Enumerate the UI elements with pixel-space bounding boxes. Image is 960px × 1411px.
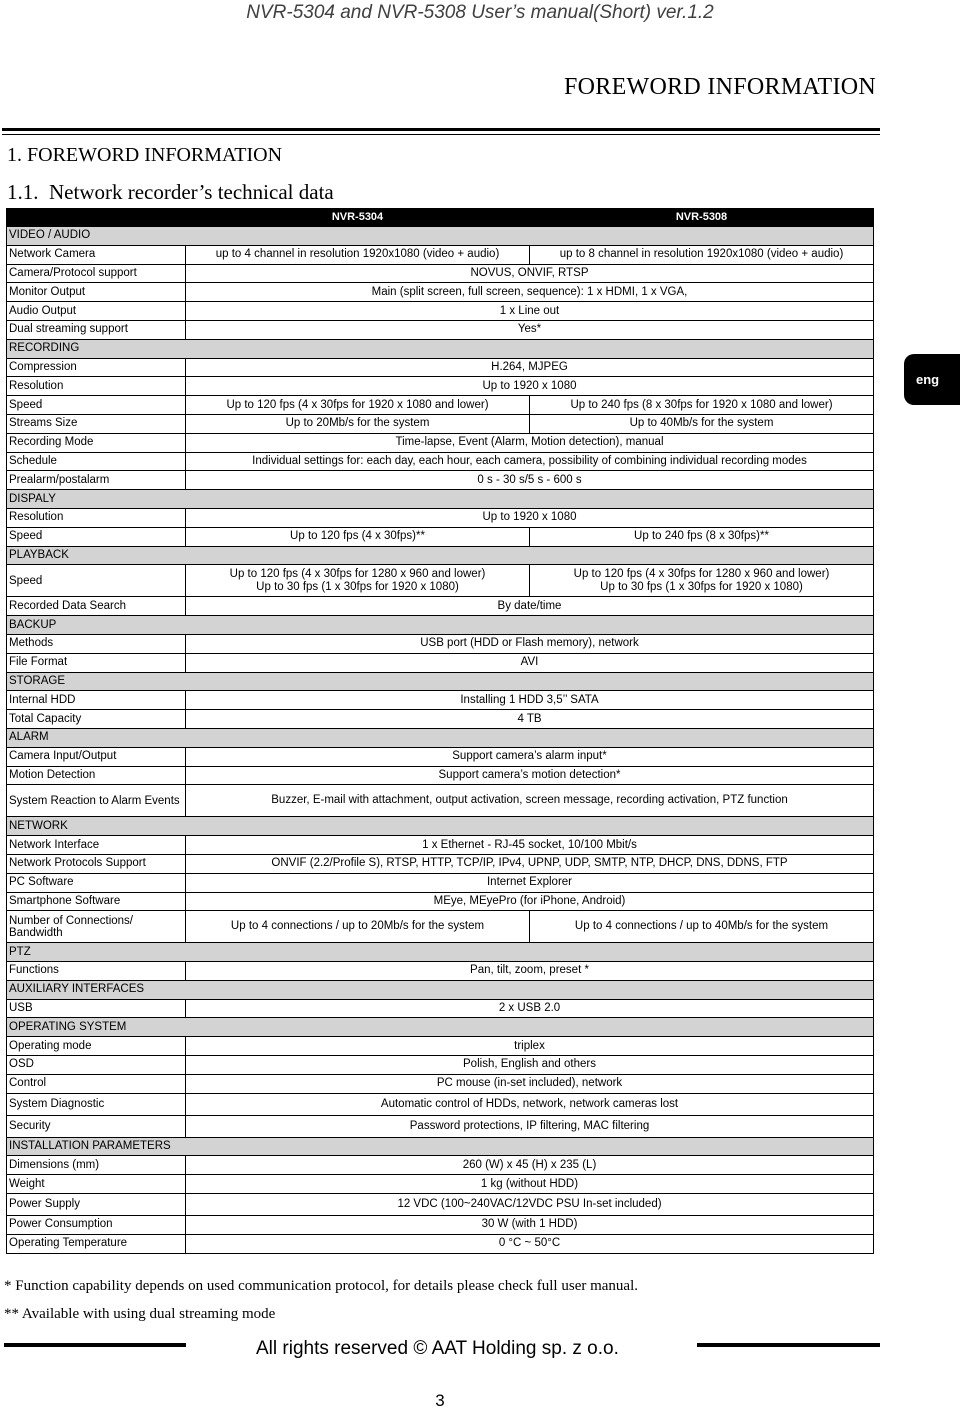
table-row	[7, 747, 874, 766]
table-row	[7, 653, 874, 672]
spec-label: Network Interface	[7, 836, 186, 855]
spec-value-shared: By date/time	[186, 597, 874, 616]
table-row	[7, 245, 874, 264]
section-row	[7, 672, 874, 691]
manual-title: NVR-5304 and NVR-5308 User’s manual(Short) ver.1.2	[246, 2, 714, 23]
spec-label: Total Capacity	[7, 710, 186, 729]
spec-value-nvr-5308: Up to 240 fps (8 x 30fps)**	[530, 527, 874, 546]
spec-value-nvr-5308: Up to 40Mb/s for the system	[530, 414, 874, 433]
spec-label: File Format	[7, 653, 186, 672]
table-row	[7, 452, 874, 471]
technical-data-table	[6, 208, 874, 1254]
table-row	[7, 433, 874, 452]
spec-value-shared: 1 x Line out	[186, 302, 874, 321]
spec-label: Speed	[7, 527, 186, 546]
spec-value-shared: 260 (W) x 45 (H) x 235 (L)	[186, 1156, 874, 1175]
subsection-heading: 1.1. Network recorder’s technical data	[7, 180, 334, 204]
spec-value-shared: MEye, MEyePro (for iPhone, Android)	[186, 892, 874, 911]
spec-value-shared: triplex	[186, 1037, 874, 1056]
table-row	[7, 302, 874, 321]
section-heading: ALARM	[7, 728, 874, 747]
table-row	[7, 414, 874, 433]
section-heading: DISPALY	[7, 490, 874, 509]
spec-value-nvr-5304: Up to 120 fps (4 x 30fps for 1920 x 1080 and lower)	[186, 396, 530, 415]
spec-value-nvr-5304: Up to 120 fps (4 x 30fps)**	[186, 527, 530, 546]
table-row	[7, 1216, 874, 1235]
table-row	[7, 565, 874, 597]
table-row	[7, 527, 874, 546]
spec-label: Recording Mode	[7, 433, 186, 452]
spec-value-shared: 30 W (with 1 HDD)	[186, 1216, 874, 1235]
footer-bar-left	[4, 1343, 186, 1347]
spec-label: Speed	[7, 396, 186, 415]
table-row	[7, 1037, 874, 1056]
spec-label: USB	[7, 999, 186, 1018]
spec-label: Resolution	[7, 508, 186, 527]
section-title: FOREWORD INFORMATION	[563, 74, 876, 100]
table-row	[7, 785, 874, 817]
spec-label: Power Supply	[7, 1194, 186, 1216]
footnote-dual-streaming: ** Available with using dual streaming mode	[4, 1306, 276, 1322]
spec-label: Resolution	[7, 377, 186, 396]
table-row	[7, 597, 874, 616]
spec-value-nvr-5308: up to 8 channel in resolution 1920x1080 (video + audio)	[530, 245, 874, 264]
table-row	[7, 634, 874, 653]
spec-label: Weight	[7, 1175, 186, 1194]
table-row	[7, 1156, 874, 1175]
spec-label: PC Software	[7, 873, 186, 892]
table-row	[7, 999, 874, 1018]
section-heading: INSTALLATION PARAMETERS	[7, 1137, 874, 1156]
spec-value-shared: Individual settings for: each day, each hour, each camera, possibility of combining individual recording modes	[186, 452, 874, 471]
page-number: 3	[435, 1391, 445, 1410]
spec-label: Control	[7, 1074, 186, 1093]
spec-value-line: Up to 120 fps (4 x 30fps for 1280 x 960 and lower)	[573, 567, 830, 580]
spec-value-line: Up to 30 fps (1 x 30fps for 1920 x 1080)	[256, 580, 459, 593]
spec-label: Compression	[7, 358, 186, 377]
table-row	[7, 320, 874, 339]
table-row	[7, 1115, 874, 1137]
section-heading: NETWORK	[7, 817, 874, 836]
table-row	[7, 962, 874, 981]
section-row	[7, 490, 874, 509]
spec-value-shared: Yes*	[186, 320, 874, 339]
spec-label: Network Protocols Support	[7, 854, 186, 873]
spec-label: Number of Connections/ Bandwidth	[7, 911, 186, 943]
table-row	[7, 873, 874, 892]
section-heading: RECORDING	[7, 339, 874, 358]
table-row	[7, 377, 874, 396]
spec-label: OSD	[7, 1056, 186, 1075]
table-row	[7, 358, 874, 377]
spec-label: System Diagnostic	[7, 1093, 186, 1115]
section-heading: AUXILIARY INTERFACES	[7, 980, 874, 999]
spec-label: Operating Temperature	[7, 1234, 186, 1253]
section-row	[7, 546, 874, 565]
table-row	[7, 1194, 874, 1216]
footer-bar-right	[697, 1343, 880, 1347]
header-cell-nvr-5308: NVR-5308	[530, 209, 874, 227]
table-body	[7, 227, 874, 1254]
section-heading: VIDEO / AUDIO	[7, 227, 874, 246]
spec-label: Camera Input/Output	[7, 747, 186, 766]
spec-label: Speed	[7, 565, 186, 597]
spec-value-shared: NOVUS, ONVIF, RTSP	[186, 264, 874, 283]
spec-value-shared: Up to 1920 x 1080	[186, 377, 874, 396]
spec-label: Prealarm/postalarm	[7, 471, 186, 490]
spec-value-shared: 2 x USB 2.0	[186, 999, 874, 1018]
section-row	[7, 1018, 874, 1037]
spec-value-shared: Automatic control of HDDs, network, network cameras lost	[186, 1093, 874, 1115]
spec-label: Streams Size	[7, 414, 186, 433]
section-heading: PTZ	[7, 943, 874, 962]
spec-value-line: Up to 30 fps (1 x 30fps for 1920 x 1080)	[600, 580, 803, 593]
header-cell-blank	[7, 209, 186, 227]
table-row	[7, 892, 874, 911]
spec-value-shared: USB port (HDD or Flash memory), network	[186, 634, 874, 653]
table-row	[7, 508, 874, 527]
spec-label: Security	[7, 1115, 186, 1137]
spec-label: Internal HDD	[7, 691, 186, 710]
spec-value-shared: Buzzer, E-mail with attachment, output activation, screen message, recording activation, PTZ function	[186, 785, 874, 817]
spec-value-nvr-5304: Up to 20Mb/s for the system	[186, 414, 530, 433]
spec-value-shared: Support camera’s motion detection*	[186, 766, 874, 785]
spec-label: Smartphone Software	[7, 892, 186, 911]
table-row	[7, 1093, 874, 1115]
spec-value-shared: Pan, tilt, zoom, preset *	[186, 962, 874, 981]
language-tab	[904, 354, 960, 405]
spec-label: Schedule	[7, 452, 186, 471]
spec-label: Dual streaming support	[7, 320, 186, 339]
spec-value-shared: 1 x Ethernet - RJ-45 socket, 10/100 Mbit/s	[186, 836, 874, 855]
table-row	[7, 911, 874, 943]
table-row	[7, 1175, 874, 1194]
spec-value-shared: Main (split screen, full screen, sequence): 1 x HDMI, 1 x VGA,	[186, 283, 874, 302]
header-cell-nvr-5304: NVR-5304	[186, 209, 530, 227]
spec-label: Functions	[7, 962, 186, 981]
spec-value-shared: 4 TB	[186, 710, 874, 729]
table-row	[7, 1056, 874, 1075]
section-row	[7, 943, 874, 962]
table-row	[7, 710, 874, 729]
table-row	[7, 691, 874, 710]
section-heading: BACKUP	[7, 616, 874, 635]
table-row	[7, 1074, 874, 1093]
spec-value-nvr-5308	[530, 565, 874, 597]
table-header-row	[7, 209, 874, 227]
spec-value-shared: 1 kg (without HDD)	[186, 1175, 874, 1194]
spec-value-shared: H.264, MJPEG	[186, 358, 874, 377]
table-row	[7, 264, 874, 283]
section-heading: PLAYBACK	[7, 546, 874, 565]
spec-label: System Reaction to Alarm Events	[7, 785, 186, 817]
table-row	[7, 396, 874, 415]
section-row	[7, 227, 874, 246]
spec-value-shared: 12 VDC (100~240VAC/12VDC PSU In-set included)	[186, 1194, 874, 1216]
spec-value-shared: PC mouse (in-set included), network	[186, 1074, 874, 1093]
spec-value-nvr-5308: Up to 240 fps (8 x 30fps for 1920 x 1080 and lower)	[530, 396, 874, 415]
spec-value-nvr-5304: Up to 4 connections / up to 20Mb/s for the system	[186, 911, 530, 943]
spec-value-shared: Up to 1920 x 1080	[186, 508, 874, 527]
spec-value-shared: Installing 1 HDD 3,5’’ SATA	[186, 691, 874, 710]
table-row	[7, 836, 874, 855]
spec-value-shared: Time-lapse, Event (Alarm, Motion detection), manual	[186, 433, 874, 452]
header-rule-thick	[2, 128, 880, 131]
spec-value-nvr-5308: Up to 4 connections / up to 40Mb/s for the system	[530, 911, 874, 943]
table-row	[7, 854, 874, 873]
section-row	[7, 339, 874, 358]
section-row	[7, 728, 874, 747]
spec-label: Audio Output	[7, 302, 186, 321]
spec-label: Monitor Output	[7, 283, 186, 302]
spec-value-nvr-5304: up to 4 channel in resolution 1920x1080 (video + audio)	[186, 245, 530, 264]
spec-value-shared: Internet Explorer	[186, 873, 874, 892]
spec-label: Power Consumption	[7, 1216, 186, 1235]
spec-label: Methods	[7, 634, 186, 653]
spec-value-shared: 0 °C ~ 50°C	[186, 1234, 874, 1253]
spec-label: Recorded Data Search	[7, 597, 186, 616]
spec-label: Operating mode	[7, 1037, 186, 1056]
language-tab-label: eng	[916, 372, 940, 387]
section-row	[7, 1137, 874, 1156]
spec-value-shared: ONVIF (2.2/Profile S), RTSP, HTTP, TCP/IP, IPv4, UPNP, UDP, SMTP, NTP, DHCP, DNS, DDNS, FTP	[186, 854, 874, 873]
section-heading: OPERATING SYSTEM	[7, 1018, 874, 1037]
section-row	[7, 817, 874, 836]
spec-value-shared: Password protections, IP filtering, MAC filtering	[186, 1115, 874, 1137]
spec-value-shared: 0 s - 30 s/5 s - 600 s	[186, 471, 874, 490]
footnote-function-capability: * Function capability depends on used communication protocol, for details please check full user manual.	[4, 1278, 638, 1294]
chapter-heading: 1. FOREWORD INFORMATION	[7, 144, 283, 166]
spec-label: Network Camera	[7, 245, 186, 264]
table-row	[7, 283, 874, 302]
spec-value-shared: Polish, English and others	[186, 1056, 874, 1075]
spec-value-shared: AVI	[186, 653, 874, 672]
copyright-notice: All rights reserved © AAT Holding sp. z o.o.	[256, 1338, 619, 1359]
section-row	[7, 980, 874, 999]
spec-label: Dimensions (mm)	[7, 1156, 186, 1175]
spec-label: Motion Detection	[7, 766, 186, 785]
section-heading: STORAGE	[7, 672, 874, 691]
spec-value-nvr-5304	[186, 565, 530, 597]
table-row	[7, 766, 874, 785]
header-rule-thin	[2, 134, 880, 135]
table-row	[7, 1234, 874, 1253]
spec-value-line: Up to 120 fps (4 x 30fps for 1280 x 960 and lower)	[229, 567, 486, 580]
section-row	[7, 616, 874, 635]
table-row	[7, 471, 874, 490]
spec-value-shared: Support camera’s alarm input*	[186, 747, 874, 766]
spec-label: Camera/Protocol support	[7, 264, 186, 283]
